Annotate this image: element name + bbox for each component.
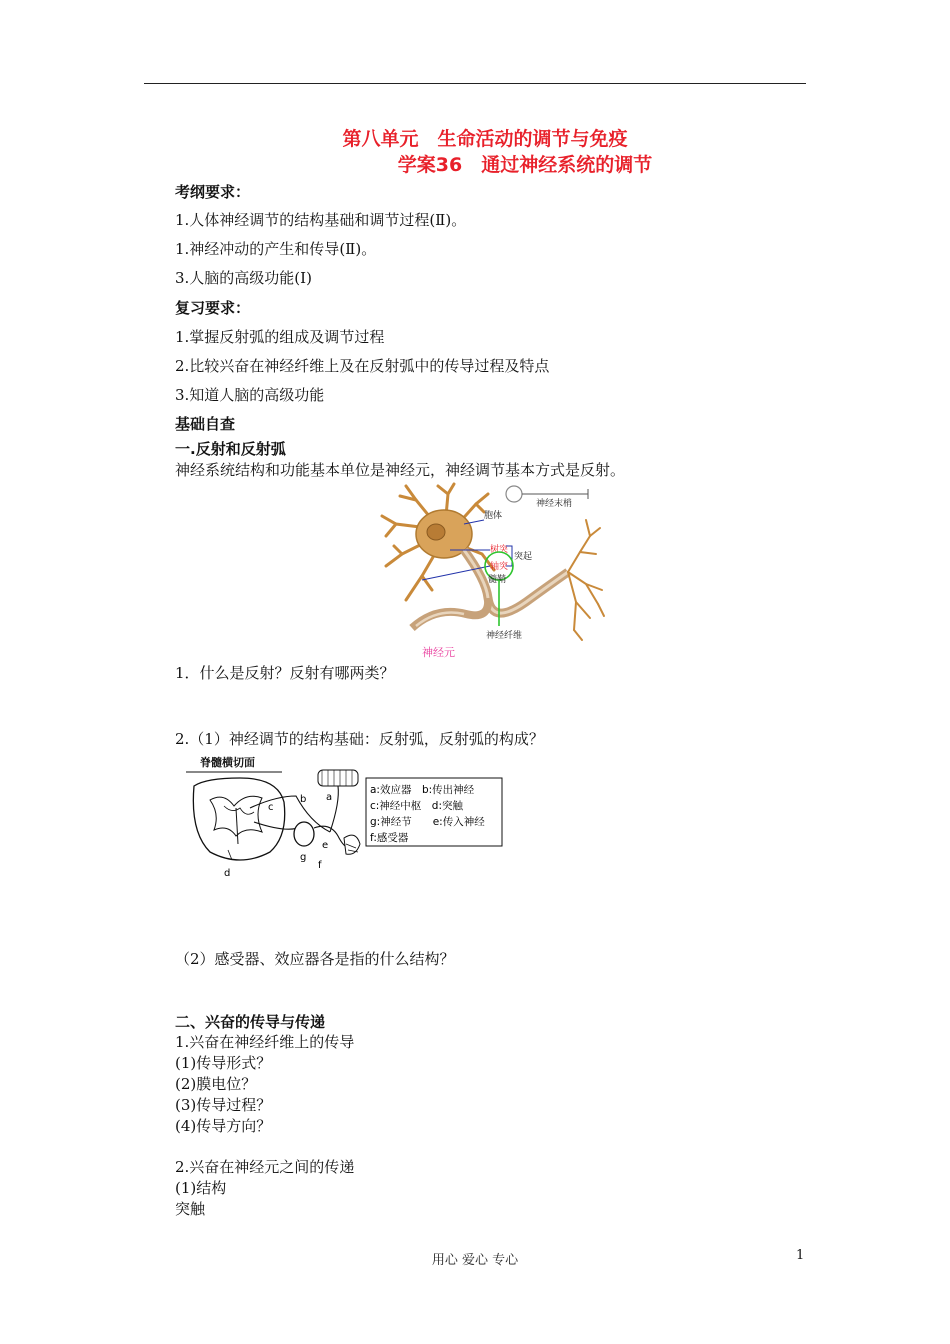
header-rule bbox=[144, 83, 806, 84]
section2-item: (1)传导形式？ bbox=[175, 1054, 272, 1072]
neuron-caption: 神经元 bbox=[422, 646, 455, 659]
question-1: 1．什么是反射？反射有哪两类？ bbox=[175, 664, 395, 682]
letter-g: g bbox=[300, 852, 307, 863]
nerve-ending-marker bbox=[506, 486, 522, 502]
neuron-figure bbox=[376, 480, 606, 662]
section2-item: (2)膜电位？ bbox=[175, 1075, 257, 1093]
section2-sub1: 1.兴奋在神经纤维上的传导 bbox=[175, 1033, 355, 1051]
review-item: 3.知道人脑的高级功能 bbox=[175, 386, 325, 404]
review-heading: 复习要求： bbox=[175, 299, 251, 317]
label-process: 突起 bbox=[514, 552, 533, 562]
syllabus-item: 1.人体神经调节的结构基础和调节过程(Ⅱ)。 bbox=[175, 211, 467, 229]
review-item: 1.掌握反射弧的组成及调节过程 bbox=[175, 328, 385, 346]
arc-header: 脊髓横切面 bbox=[200, 756, 255, 769]
label-nerve-ending: 神经末梢 bbox=[536, 499, 573, 509]
label-cell-body: 胞体 bbox=[484, 511, 503, 521]
question-2b: （2）感受器、效应器各是指的什么结构？ bbox=[175, 950, 455, 968]
unit-title: 第八单元 生命活动的调节与免疫 bbox=[342, 128, 628, 150]
axon-terminals bbox=[568, 520, 604, 640]
label-myelin: 髓鞘 bbox=[488, 575, 507, 585]
letter-a: a bbox=[326, 792, 333, 803]
label-dendrite: 树突 bbox=[490, 545, 509, 555]
page-number: 1 bbox=[796, 1248, 805, 1263]
section1-heading: 一.反射和反射弧 bbox=[175, 440, 286, 458]
label-nerve-fiber: 神经纤维 bbox=[486, 631, 523, 641]
section2-heading: 二、兴奋的传导与传递 bbox=[175, 1013, 326, 1031]
letter-f: f bbox=[318, 860, 322, 871]
nucleus bbox=[427, 524, 445, 540]
legend-line: g:神经节 e:传入神经 bbox=[370, 816, 485, 828]
lesson-title: 学案36 通过神经系统的调节 bbox=[397, 154, 653, 176]
ganglion bbox=[294, 822, 314, 846]
syllabus-item: 3.人脑的高级功能(Ⅰ) bbox=[175, 269, 312, 287]
legend-line: c:神经中枢 d:突触 bbox=[370, 800, 464, 812]
syllabus-heading: 考纲要求： bbox=[175, 183, 251, 201]
review-item: 2.比较兴奋在神经纤维上及在反射弧中的传导过程及特点 bbox=[175, 357, 550, 375]
letter-b: b bbox=[300, 794, 307, 805]
legend-line: a:效应器 b:传出神经 bbox=[370, 784, 475, 796]
section2-sub2: 2.兴奋在神经元之间的传递 bbox=[175, 1158, 355, 1176]
section1-intro: 神经系统结构和功能基本单位是神经元，神经调节基本方式是反射。 bbox=[175, 461, 626, 479]
letter-c: c bbox=[268, 802, 274, 813]
letter-d: d bbox=[224, 868, 231, 879]
section2-item: (4)传导方向？ bbox=[175, 1117, 272, 1135]
section2-item: (1)结构 bbox=[175, 1179, 227, 1197]
section2-item: 突触 bbox=[175, 1200, 206, 1218]
reflex-arc-figure bbox=[180, 752, 510, 880]
question-2: 2.（1）神经调节的结构基础：反射弧，反射弧的构成？ bbox=[175, 730, 544, 748]
page-footer: 用心 爱心 专心 bbox=[431, 1253, 519, 1268]
syllabus-item: 1.神经冲动的产生和传导(Ⅱ)。 bbox=[175, 240, 377, 258]
label-axon: 轴突 bbox=[490, 562, 509, 572]
section2-item: (3)传导过程？ bbox=[175, 1096, 272, 1114]
letter-e: e bbox=[322, 840, 329, 851]
basics-heading: 基础自查 bbox=[175, 415, 236, 433]
legend-line: f:感受器 bbox=[370, 832, 409, 844]
receptor bbox=[344, 835, 360, 854]
